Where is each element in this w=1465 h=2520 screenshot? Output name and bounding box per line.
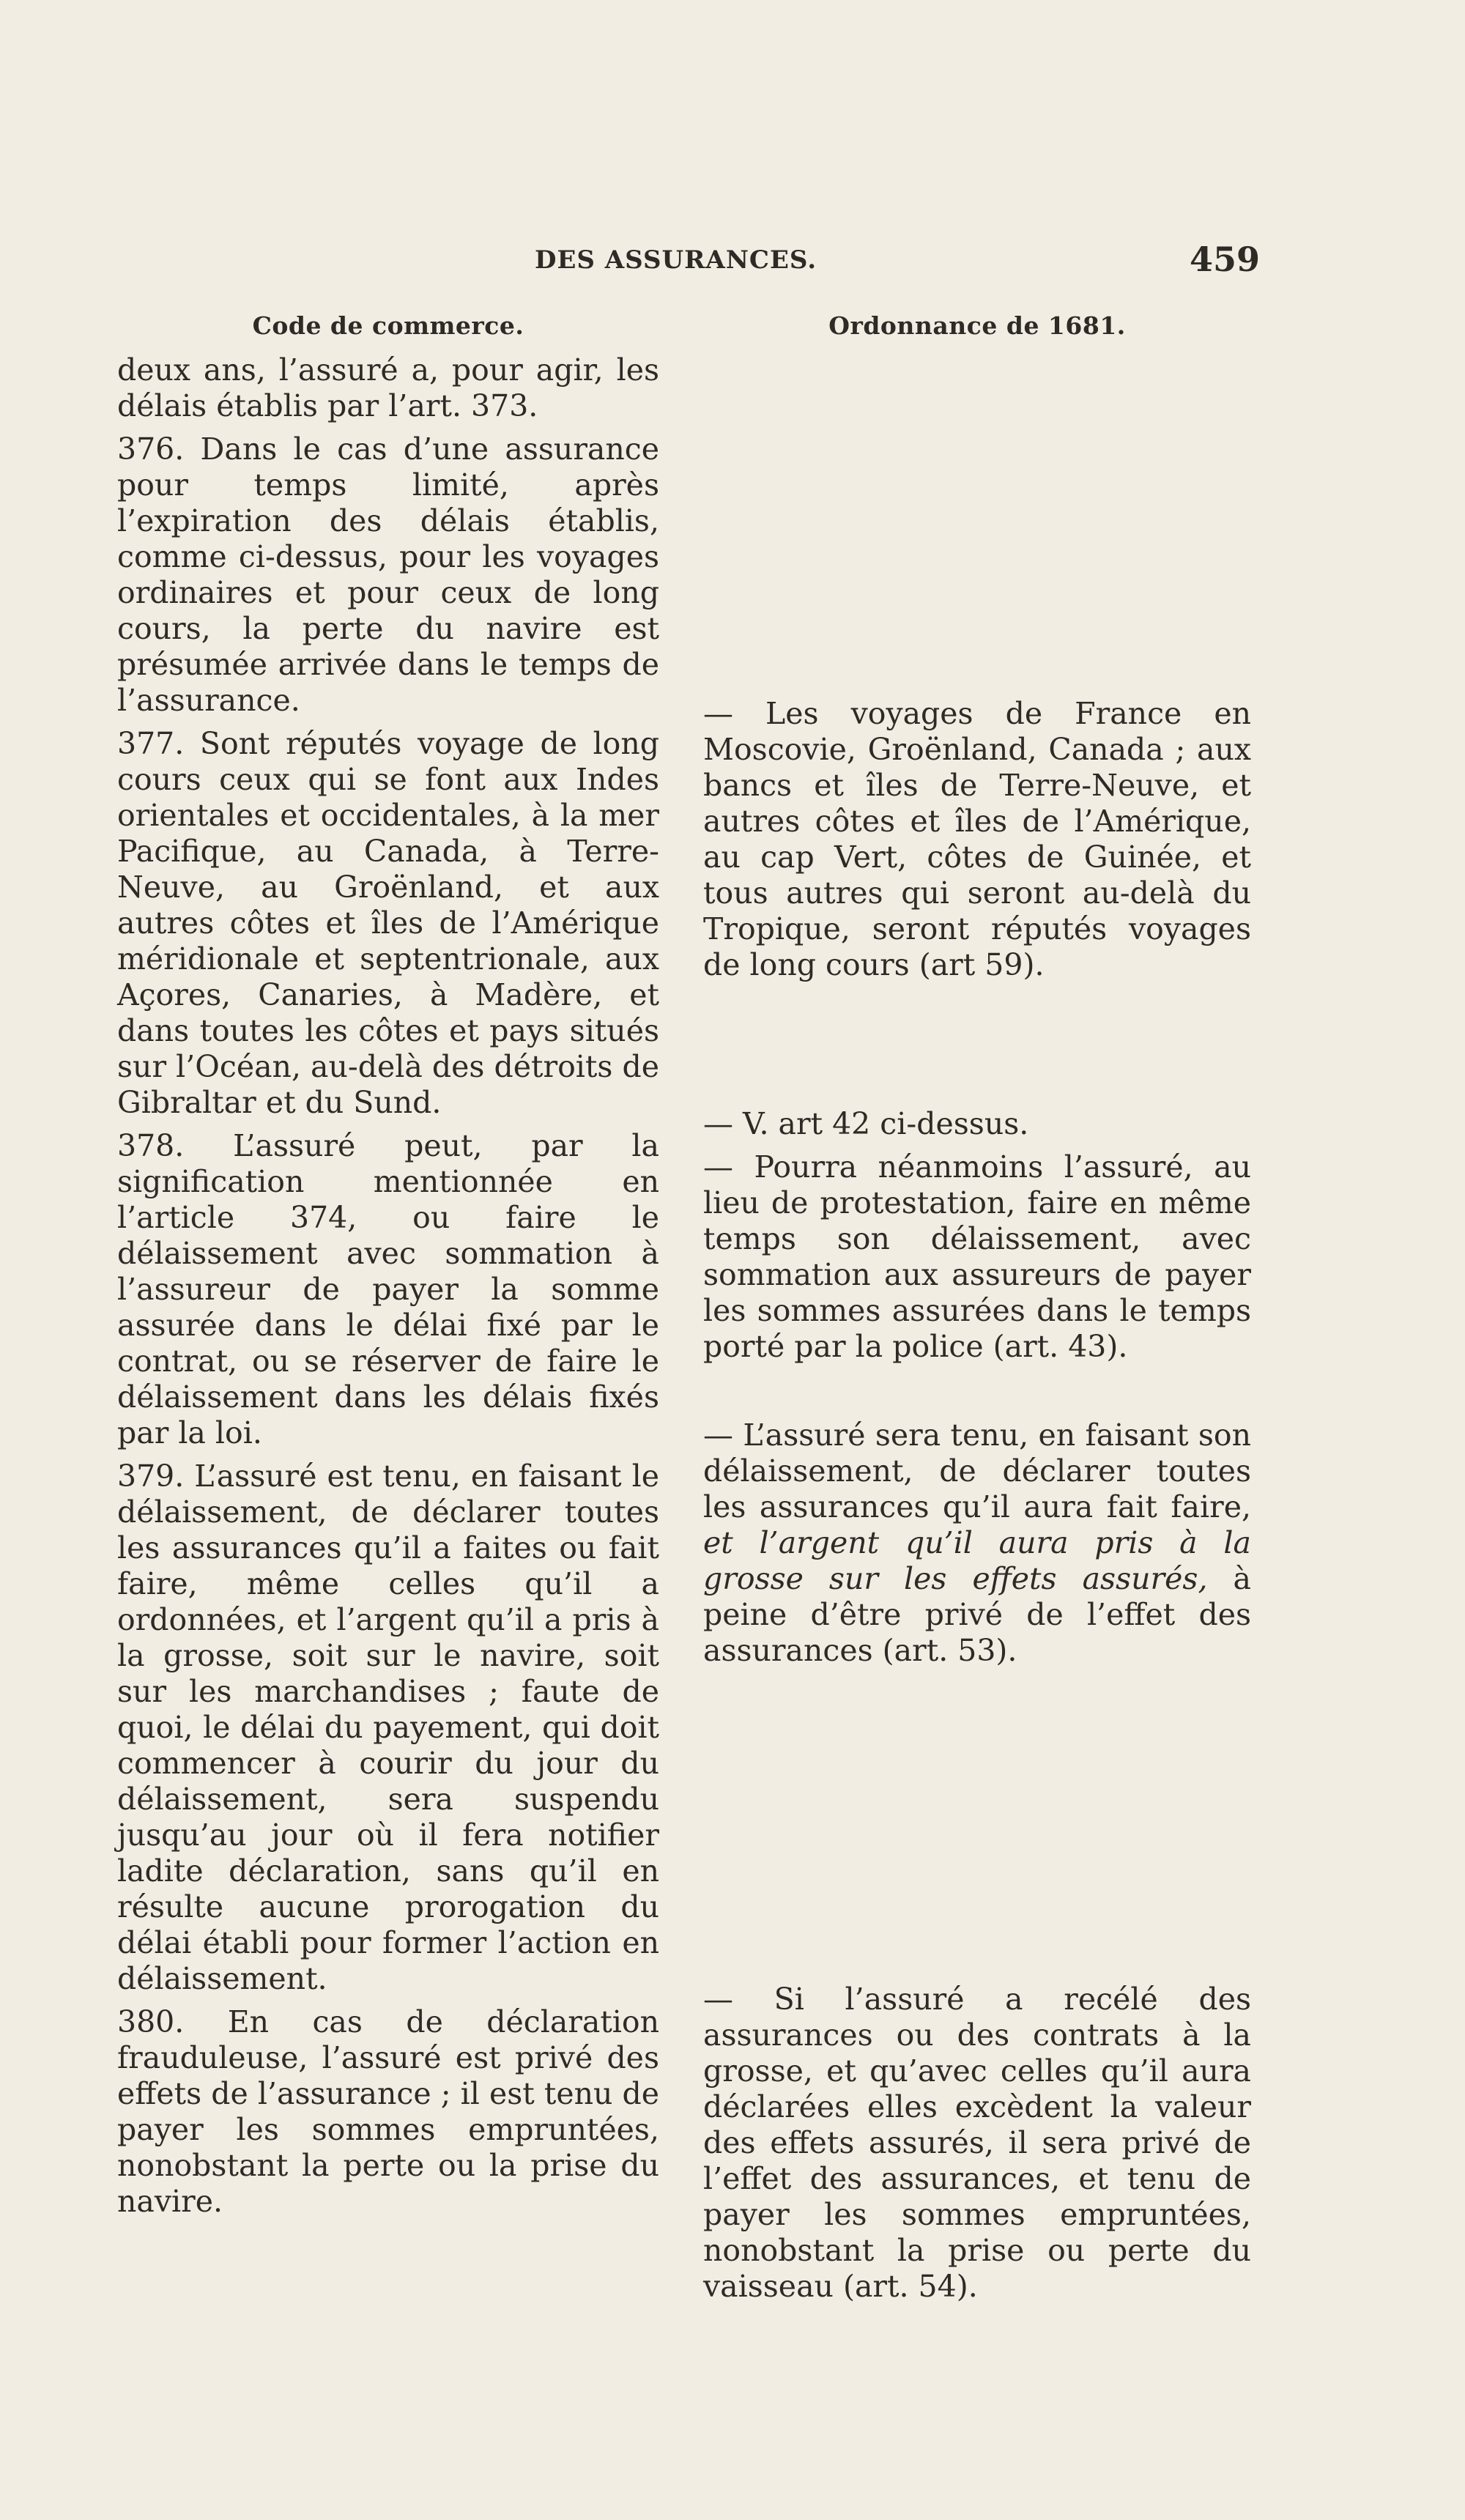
ordonnance-art-42: [703, 1106, 1251, 1372]
ordonnance-art-59: [703, 696, 1251, 990]
right-paragraph: — V. art 42 ci-dessus.: [703, 1106, 1029, 1141]
ordonnance-art-54: [703, 1982, 1251, 2312]
art-53-italic: et l’argent qu’il aura pris à la grosse sur les effets assurés,: [703, 1525, 1251, 1596]
right-paragraph: [703, 1418, 1251, 1669]
art-53-text-a: — L’assuré sera tenu, en faisant son délaissement, de déclarer toutes les assurances qu’il aura fait faire,: [703, 1418, 1251, 1524]
article-380: 380. En cas de déclaration frauduleuse, l’assuré est privé des effets de l’assurance ; il est tenu de payer les sommes empruntées, nonobstant la perte ou la prise du navire.: [117, 2004, 659, 2219]
left-paragraph: deux ans, l’assuré a, pour agir, les délais établis par l’art. 373.: [117, 352, 659, 423]
right-column-heading: Ordonnance de 1681.: [828, 311, 1126, 340]
left-column: [117, 308, 659, 2227]
article-377: 377. Sont réputés voyage de long cours ceux qui se font aux Indes orientales et occidentales, à la mer Pacifique, au Canada, à Terre-Neuve, au Groënland, et aux autres côtes et îles de l’Amérique méridionale et septentrionale, aux Açores, Canaries, à Madère, et dans toutes les côtes et pays situés sur l’Océan, au-delà des détroits de Gibraltar et du Sund.: [117, 726, 659, 1120]
right-paragraph: — Les voyages de France en Moscovie, Groënland, Canada ; aux bancs et îles de Terre-Neuve, et autres côtes et îles de l’Amérique, au cap Vert, côtes de Guinée, et tous autres qui seront au-delà du Tropique, seront réputés voyages de long cours (art 59).: [703, 696, 1251, 982]
right-paragraph: — Pourra néanmoins l’assuré, au lieu de protestation, faire en même temps son délaissement, avec sommation aux assureurs de payer les sommes assurées dans le temps porté par la police (art. 43).: [703, 1149, 1251, 1364]
right-paragraph: — Si l’assuré a recélé des assurances ou des contrats à la grosse, et qu’avec celles qu’il aura déclarées elles excèdent la valeur des effets assurés, il sera privé de l’effet des assurances, et tenu de payer les sommes empruntées, nonobstant la prise ou perte du vaisseau (art. 54).: [703, 1982, 1251, 2304]
article-376: 376. Dans le cas d’une assurance pour temps limité, après l’expiration des délais établis, comme ci-dessus, pour les voyages ordinaires et pour ceux de long cours, la perte du navire est présumée arrivée dans le temps de l’assurance.: [117, 431, 659, 718]
left-column-heading: Code de commerce.: [252, 311, 524, 340]
running-title: DES ASSURANCES.: [535, 245, 817, 275]
article-378: 378. L’assuré peut, par la signification mentionnée en l’article 374, ou faire le délaissement avec sommation à l’assureur de payer la somme assurée dans le délai fixé par le contrat, ou se réserver de faire le délaissement dans les délais fixés par la loi.: [117, 1128, 659, 1450]
article-379: 379. L’assuré est tenu, en faisant le délaissement, de déclarer toutes les assurances qu’il a faites ou fait faire, même celles qu’il a ordonnées, et l’argent qu’il a pris à la grosse, soit sur le navire, soit sur les marchandises ; faute de quoi, le délai du payement, qui doit commencer à courir du jour du délaissement, sera suspendu jusqu’au jour où il fera notifier ladite déclaration, sans qu’il en résulte aucune prorogation du délai établi pour former l’action en délaissement.: [117, 1459, 659, 1996]
right-column: [703, 308, 1251, 2304]
running-head: [117, 240, 1260, 289]
art-53-text-b: à peine d’être privé de l’effet des assurances (art. 53).: [703, 1561, 1251, 1668]
page-number: 459: [1189, 240, 1260, 279]
ordonnance-art-53: [703, 1418, 1251, 1676]
